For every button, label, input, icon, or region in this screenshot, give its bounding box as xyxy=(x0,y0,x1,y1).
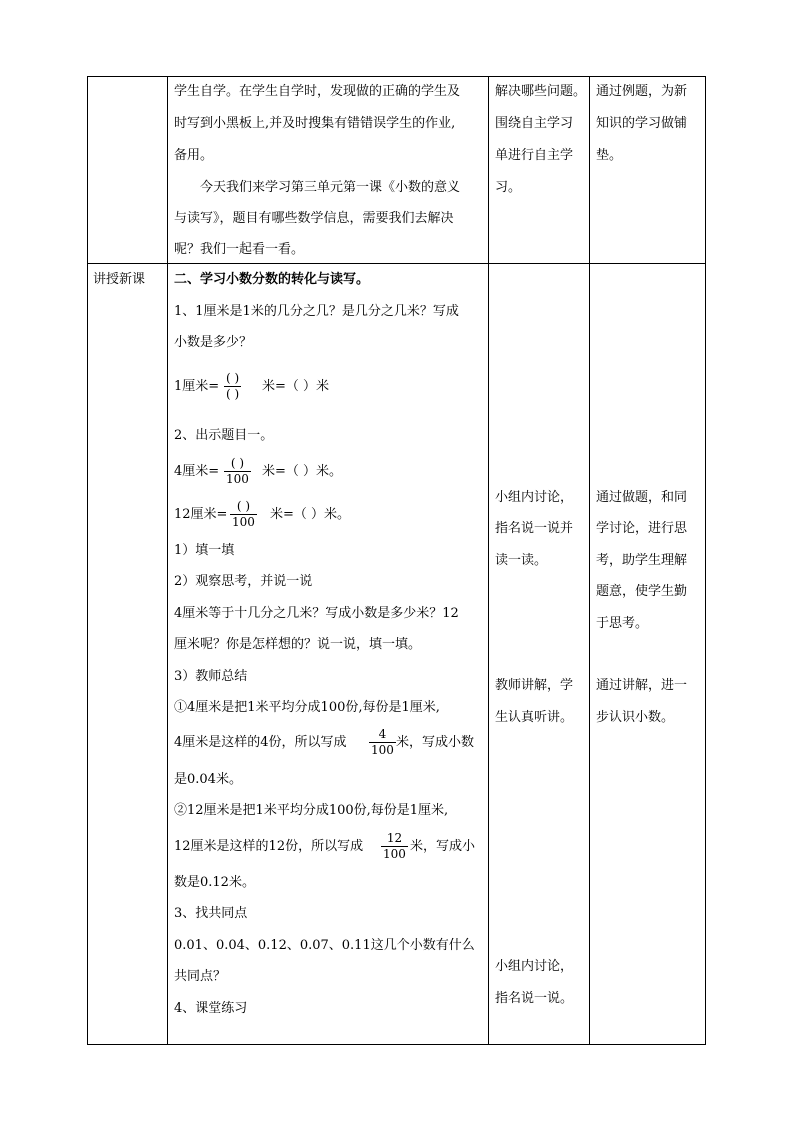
student-activity-line: 指名说一说。 xyxy=(495,991,574,1006)
fraction-numerator: ( ) xyxy=(224,456,251,472)
column-divider-2 xyxy=(488,76,489,1045)
student-activity-line: 习。 xyxy=(495,180,522,195)
summary-line: 米，写成小 xyxy=(410,839,476,854)
equation-left: 12厘米= xyxy=(174,507,228,522)
design-intent-line: 考，助学生理解 xyxy=(596,553,688,568)
student-activity-line: 围绕自主学习 xyxy=(495,116,574,131)
table-border-right xyxy=(705,76,706,1045)
design-intent-line: 学讨论，进行思 xyxy=(596,521,688,536)
question-line: 小数是多少？ xyxy=(174,335,253,350)
fraction-numerator: 4 xyxy=(369,727,396,743)
fraction xyxy=(230,499,257,530)
method-line: 今天我们来学习第三单元第一课《小数的意义 xyxy=(200,180,461,195)
fraction xyxy=(224,456,251,487)
fraction-denominator: 100 xyxy=(371,743,394,757)
summary-line: ②12厘米是把1米平均分成100份,每份是1厘米, xyxy=(174,803,449,818)
step-line: 3）教师总结 xyxy=(174,669,248,684)
stage-label: 讲授新课 xyxy=(93,272,146,287)
equation-right: 米=（ ）米 xyxy=(262,379,330,394)
section-heading: 二、学习小数分数的转化与读写。 xyxy=(174,272,370,287)
student-activity-line: 单进行自主学 xyxy=(495,148,574,163)
fraction xyxy=(381,831,408,862)
table-border-left xyxy=(87,76,88,1045)
design-intent-line: 于思考。 xyxy=(596,616,649,631)
student-activity-line: 指名说一说并 xyxy=(495,521,574,536)
summary-line: 12厘米是这样的12份，所以写成 xyxy=(174,839,364,854)
step-line: 厘米呢？你是怎样想的？说一说，填一填。 xyxy=(174,637,422,652)
question-line: 共同点？ xyxy=(174,969,227,984)
step-line: 4厘米等于十几分之几米？写成小数是多少米？12 xyxy=(174,606,459,621)
fraction-denominator: 100 xyxy=(232,515,255,529)
question-line: 0.01、0.04、0.12、0.07、0.11这几个小数有什么 xyxy=(174,938,475,953)
question-line: 4、课堂练习 xyxy=(174,1001,248,1016)
question-line: 1、1厘米是1米的几分之几？是几分之几米？写成 xyxy=(174,304,459,319)
method-line: 呢？我们一起看一看。 xyxy=(174,242,305,257)
fraction xyxy=(224,371,241,402)
fraction-denominator: ( ) xyxy=(226,387,240,401)
equation-right: 米=（ ）米。 xyxy=(262,464,343,479)
summary-line: 米，写成小数 xyxy=(396,735,475,750)
student-activity-line: 小组内讨论， xyxy=(495,959,574,974)
equation-right: 米=（ ）米。 xyxy=(270,507,351,522)
fraction xyxy=(369,727,396,758)
student-activity-line: 解决哪些问题。 xyxy=(495,84,587,99)
student-activity-line: 教师讲解，学 xyxy=(495,678,574,693)
fraction-numerator: 12 xyxy=(381,831,408,847)
student-activity-line: 生认真听讲。 xyxy=(495,710,574,725)
table-border-bottom xyxy=(87,1044,706,1045)
equation-left: 4厘米= xyxy=(174,464,220,479)
summary-line: ①4厘米是把1米平均分成100份,每份是1厘米, xyxy=(174,700,440,715)
equation-left: 1厘米= xyxy=(174,379,220,394)
design-intent-line: 题意，使学生勤 xyxy=(596,584,688,599)
summary-line: 4厘米是这样的4份，所以写成 xyxy=(174,735,347,750)
design-intent-line: 步认识小数。 xyxy=(596,710,675,725)
column-divider-1 xyxy=(167,76,168,1045)
method-line: 备用。 xyxy=(174,148,214,163)
fraction-denominator: 100 xyxy=(226,472,249,486)
design-intent-line: 知识的学习做铺 xyxy=(596,116,688,131)
summary-line: 数是0.12米。 xyxy=(174,875,255,890)
method-line: 时写到小黑板上,并及时搜集有错错误学生的作业, xyxy=(174,116,456,131)
student-activity-line: 读一读。 xyxy=(495,553,548,568)
design-intent-line: 垫。 xyxy=(596,148,623,163)
question-line: 3、找共同点 xyxy=(174,906,248,921)
fraction-numerator: ( ) xyxy=(226,371,240,385)
question-line: 2、出示题目一。 xyxy=(174,428,274,443)
design-intent-line: 通过讲解，进一 xyxy=(596,678,688,693)
design-intent-line: 通过例题，为新 xyxy=(596,84,688,99)
step-line: 1）填一填 xyxy=(174,543,235,558)
column-divider-3 xyxy=(589,76,590,1045)
step-line: 2）观察思考，并说一说 xyxy=(174,574,313,589)
student-activity-line: 小组内讨论， xyxy=(495,490,574,505)
table-border-top xyxy=(87,76,706,77)
method-line: 学生自学。在学生自学时，发现做的正确的学生及 xyxy=(174,84,461,99)
method-line: 与读写》，题目有哪些数学信息，需要我们去解决 xyxy=(174,211,454,226)
fraction-numerator: ( ) xyxy=(230,499,257,515)
design-intent-line: 通过做题，和同 xyxy=(596,490,688,505)
summary-line: 是0.04米。 xyxy=(174,772,242,787)
fraction-denominator: 100 xyxy=(383,847,406,861)
row-divider xyxy=(87,263,706,264)
